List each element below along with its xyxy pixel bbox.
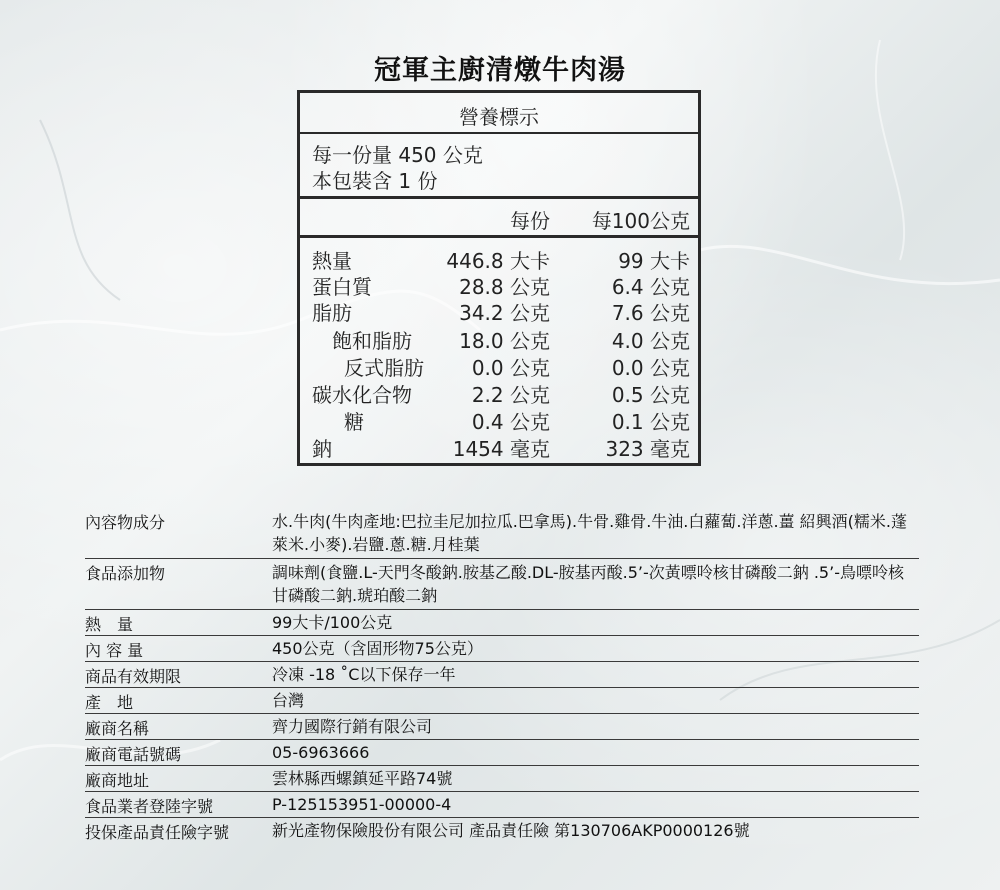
nutrient-per-100g: 4.0 公克 — [611, 329, 690, 353]
info-label: 食品業者登陸字號 — [85, 797, 214, 816]
nutrient-per-100g: 0.1 公克 — [611, 410, 690, 434]
nutrient-label: 脂肪 — [312, 301, 352, 325]
info-label: 內 容 量 — [85, 641, 144, 660]
info-value: 調味劑(食鹽.L-天門冬酸鈉.胺基乙酸.DL-胺基丙酸.5’-次黃嘌呤核甘磷酸二鈉 .5’-鳥嘌呤核甘磷酸二鈉.琥珀酸二鈉 — [272, 563, 904, 605]
info-label: 廠商名稱 — [85, 719, 150, 738]
nutrient-row-fat — [300, 297, 698, 325]
info-value: P-125153951-00000-4 — [272, 795, 452, 814]
nutrient-label: 反式脂肪 — [344, 356, 424, 380]
nutrient-row-sugar — [300, 406, 698, 434]
nutrient-row-sodium — [300, 433, 698, 461]
column-per-serving: 每份 — [510, 209, 550, 233]
nutrient-label: 碳水化合物 — [312, 383, 412, 407]
info-row-address — [85, 766, 919, 792]
nutrient-per-serving: 2.2 公克 — [471, 383, 550, 407]
info-row-ingredients — [85, 508, 919, 559]
nutrient-per-100g: 323 毫克 — [605, 437, 690, 461]
nutrition-facts-panel — [297, 90, 701, 466]
nutrient-row-trans-fat — [300, 352, 698, 380]
divider — [300, 235, 698, 238]
info-label: 內容物成分 — [85, 513, 166, 532]
info-row-shelf-life — [85, 662, 919, 688]
product-title: 冠軍主廚清燉牛肉湯 — [374, 55, 626, 86]
nutrient-row-saturated-fat — [300, 325, 698, 353]
info-value: 05-6963666 — [272, 743, 370, 762]
nutrition-heading: 營養標示 — [459, 105, 539, 129]
divider — [300, 132, 698, 134]
nutrient-row-carbohydrate — [300, 379, 698, 407]
serving-size: 每一份量 450 公克 — [312, 143, 483, 167]
info-row-registration-number — [85, 792, 919, 818]
info-label: 投保產品責任險字號 — [85, 823, 230, 842]
info-value: 冷凍 -18 ˚C以下保存一年 — [272, 665, 456, 684]
info-value: 99大卡/100公克 — [272, 613, 393, 632]
nutrient-per-100g: 6.4 公克 — [611, 275, 690, 299]
info-row-insurance — [85, 818, 919, 843]
nutrient-per-serving: 34.2 公克 — [459, 301, 550, 325]
info-row-manufacturer — [85, 714, 919, 740]
info-label: 廠商地址 — [85, 771, 150, 790]
info-value: 新光產物保險股份有限公司 產品責任險 第130706AKP0000126號 — [272, 821, 750, 840]
nutrient-per-serving: 18.0 公克 — [459, 329, 550, 353]
product-info-table — [85, 508, 919, 843]
nutrient-row-protein — [300, 271, 698, 299]
nutrient-label: 熱量 — [312, 249, 352, 273]
nutrient-label: 鈉 — [312, 437, 332, 461]
nutrient-row-energy — [300, 245, 698, 273]
info-label: 產 地 — [85, 693, 134, 712]
nutrient-per-serving: 0.4 公克 — [471, 410, 550, 434]
nutrient-per-serving: 1454 毫克 — [452, 437, 550, 461]
column-per-100g: 每100公克 — [591, 209, 690, 233]
nutrient-label: 糖 — [344, 410, 364, 434]
nutrient-per-100g: 0.5 公克 — [611, 383, 690, 407]
nutrient-per-100g: 7.6 公克 — [611, 301, 690, 325]
info-label: 熱 量 — [85, 615, 134, 634]
nutrient-per-serving: 28.8 公克 — [459, 275, 550, 299]
info-row-net-content — [85, 636, 919, 662]
info-value: 水.牛肉(牛肉產地:巴拉圭尼加拉瓜.巴拿馬).牛骨.雞骨.牛油.白蘿蔔.洋蔥.薑 紹興酒(糯米.蓬萊米.小麥).岩鹽.蔥.糖.月桂葉 — [272, 512, 907, 554]
info-label: 食品添加物 — [85, 564, 166, 583]
info-value: 雲林縣西螺鎮延平路74號 — [272, 769, 453, 788]
info-label: 商品有效期限 — [85, 667, 182, 686]
info-row-energy — [85, 610, 919, 636]
info-row-additives — [85, 559, 919, 610]
nutrient-label: 蛋白質 — [312, 275, 372, 299]
info-row-phone — [85, 740, 919, 766]
info-value: 台灣 — [272, 691, 305, 710]
nutrient-per-serving: 446.8 大卡 — [446, 249, 550, 273]
info-row-origin — [85, 688, 919, 714]
info-value: 450公克（含固形物75公克） — [272, 639, 483, 658]
nutrient-per-100g: 0.0 公克 — [611, 356, 690, 380]
divider — [300, 196, 698, 199]
nutrient-label: 飽和脂肪 — [332, 329, 412, 353]
nutrient-per-100g: 99 大卡 — [618, 249, 690, 273]
info-label: 廠商電話號碼 — [85, 745, 182, 764]
nutrient-per-serving: 0.0 公克 — [471, 356, 550, 380]
info-value: 齊力國際行銷有限公司 — [272, 717, 433, 736]
servings-per-package: 本包裝含 1 份 — [312, 169, 438, 193]
